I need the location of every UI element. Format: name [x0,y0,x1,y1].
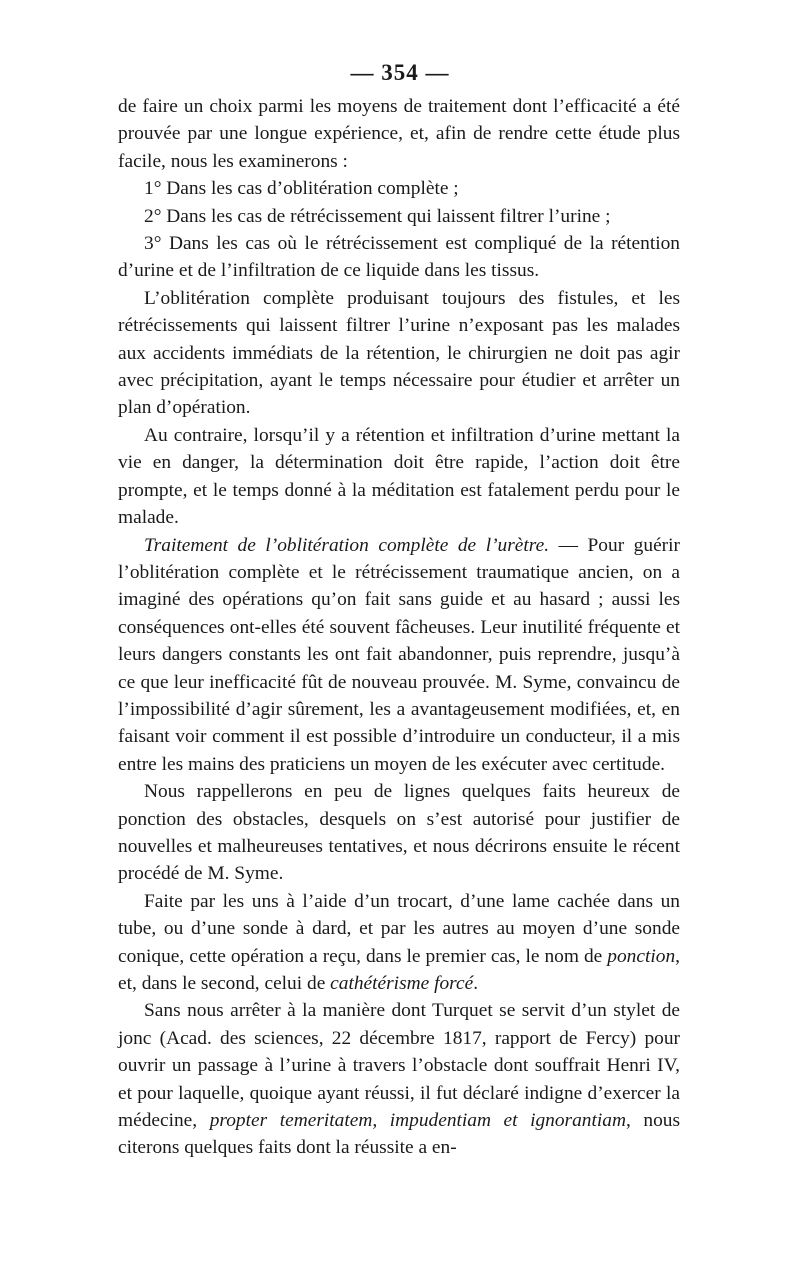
paragraph-complete-obliteration: L’oblitération complète produisant toujours des fistules, et les rétrécissements qui laissent filtrer l’urine n’exposant pas les malades aux accidents immédiats de la rétention, le chirurgien ne doit pas agir avec précipitation, ayant le temps nécessaire pour étudier et arrêter un plan d’opération. [118,287,680,419]
paragraph-puncture-middle: , et, dans le second, celui de [118,945,680,994]
section-heading: Traitement de l’oblitération complète de l’urètre. [144,534,550,556]
paragraph-turquet-before: Sans nous arrêter à la manière dont Turquet se servit d’un stylet de jonc (Acad. des sciences, 22 décembre 1817, rapport de Fercy) pour ouvrir un passage à l’urine à travers l’obstacle dont souffrait Henri IV, et pour laquelle, quoique ayant réussi, il fut déclaré indigne d’exercer la médecine, [118,1000,680,1132]
paragraph-turquet [118,997,680,1161]
page-number: — 354 — [350,60,450,85]
list-item-1: 1° Dans les cas d’oblitération complète ; [144,178,459,200]
list-item-3: 3° Dans les cas où le rétrécissement est compliqué de la rétention d’urine et de l’infiltration de ce liquide dans les tissus. [118,233,680,282]
paragraph-puncture-after: . [473,973,479,994]
paragraph-continuation: de faire un choix parmi les moyens de traitement dont l’efficacité a été prouvée par une longue expérience, et, afin de rendre cette étude plus facile, nous les examinerons : [118,96,680,172]
term-catheterisme-force: cathétérisme forcé [330,973,474,994]
paragraph-turquet-after: , nous citerons quelques faits dont la réussite a en- [118,1110,681,1159]
paragraph-puncture [118,888,680,998]
body-text [118,93,680,1162]
latin-quote: propter temeritatem, impudentiam et ignorantiam [209,1110,626,1132]
paragraph-puncture-before: Faite par les uns à l’aide d’un trocart, d’une lame cachée dans un tube, ou d’une sonde à dard, et par les autres au moyen d’une sonde conique, cette opération a reçu, dans le premier cas, le nom de [118,890,680,967]
list-item-2: 2° Dans les cas de rétrécissement qui laissent filtrer l’urine ; [144,205,611,227]
term-ponction: ponction [607,945,676,967]
paragraph-retention: Au contraire, lorsqu’il y a rétention et infiltration d’urine mettant la vie en danger, la détermination doit être rapide, l’action doit être prompte, et le temps donné à la méditation est fatalement perdu pour le malade. [118,424,680,529]
paragraph-treatment [118,532,680,779]
paragraph-recall: Nous rappellerons en peu de lignes quelques faits heureux de ponction des obstacles, desquels on s’est autorisé pour justifier de nouvelles et malheureuses tentatives, et nous décrirons ensuite le récent procédé de M. Syme. [118,781,680,885]
paragraph-treatment-text: — Pour guérir l’oblitération complète et le rétrécissement traumatique ancien, on a imaginé des opérations qu’on fait sans guide et au hasard ; aussi les conséquences ont-elles été souvent fâcheuses. Leur inutilité fréquente et leurs dangers constants les ont fait abandonner, puis reprendre, jusqu’à ce que leur inefficacité fût de nouveau prouvée. M. Syme, convaincu de l’impossibilité d’agir sûrement, les a avantageusement modifiées, et, en faisant voir comment il est possible d’introduire un conducteur, il a mis entre les mains des praticiens un moyen de les exécuter avec certitude. [118,534,680,775]
